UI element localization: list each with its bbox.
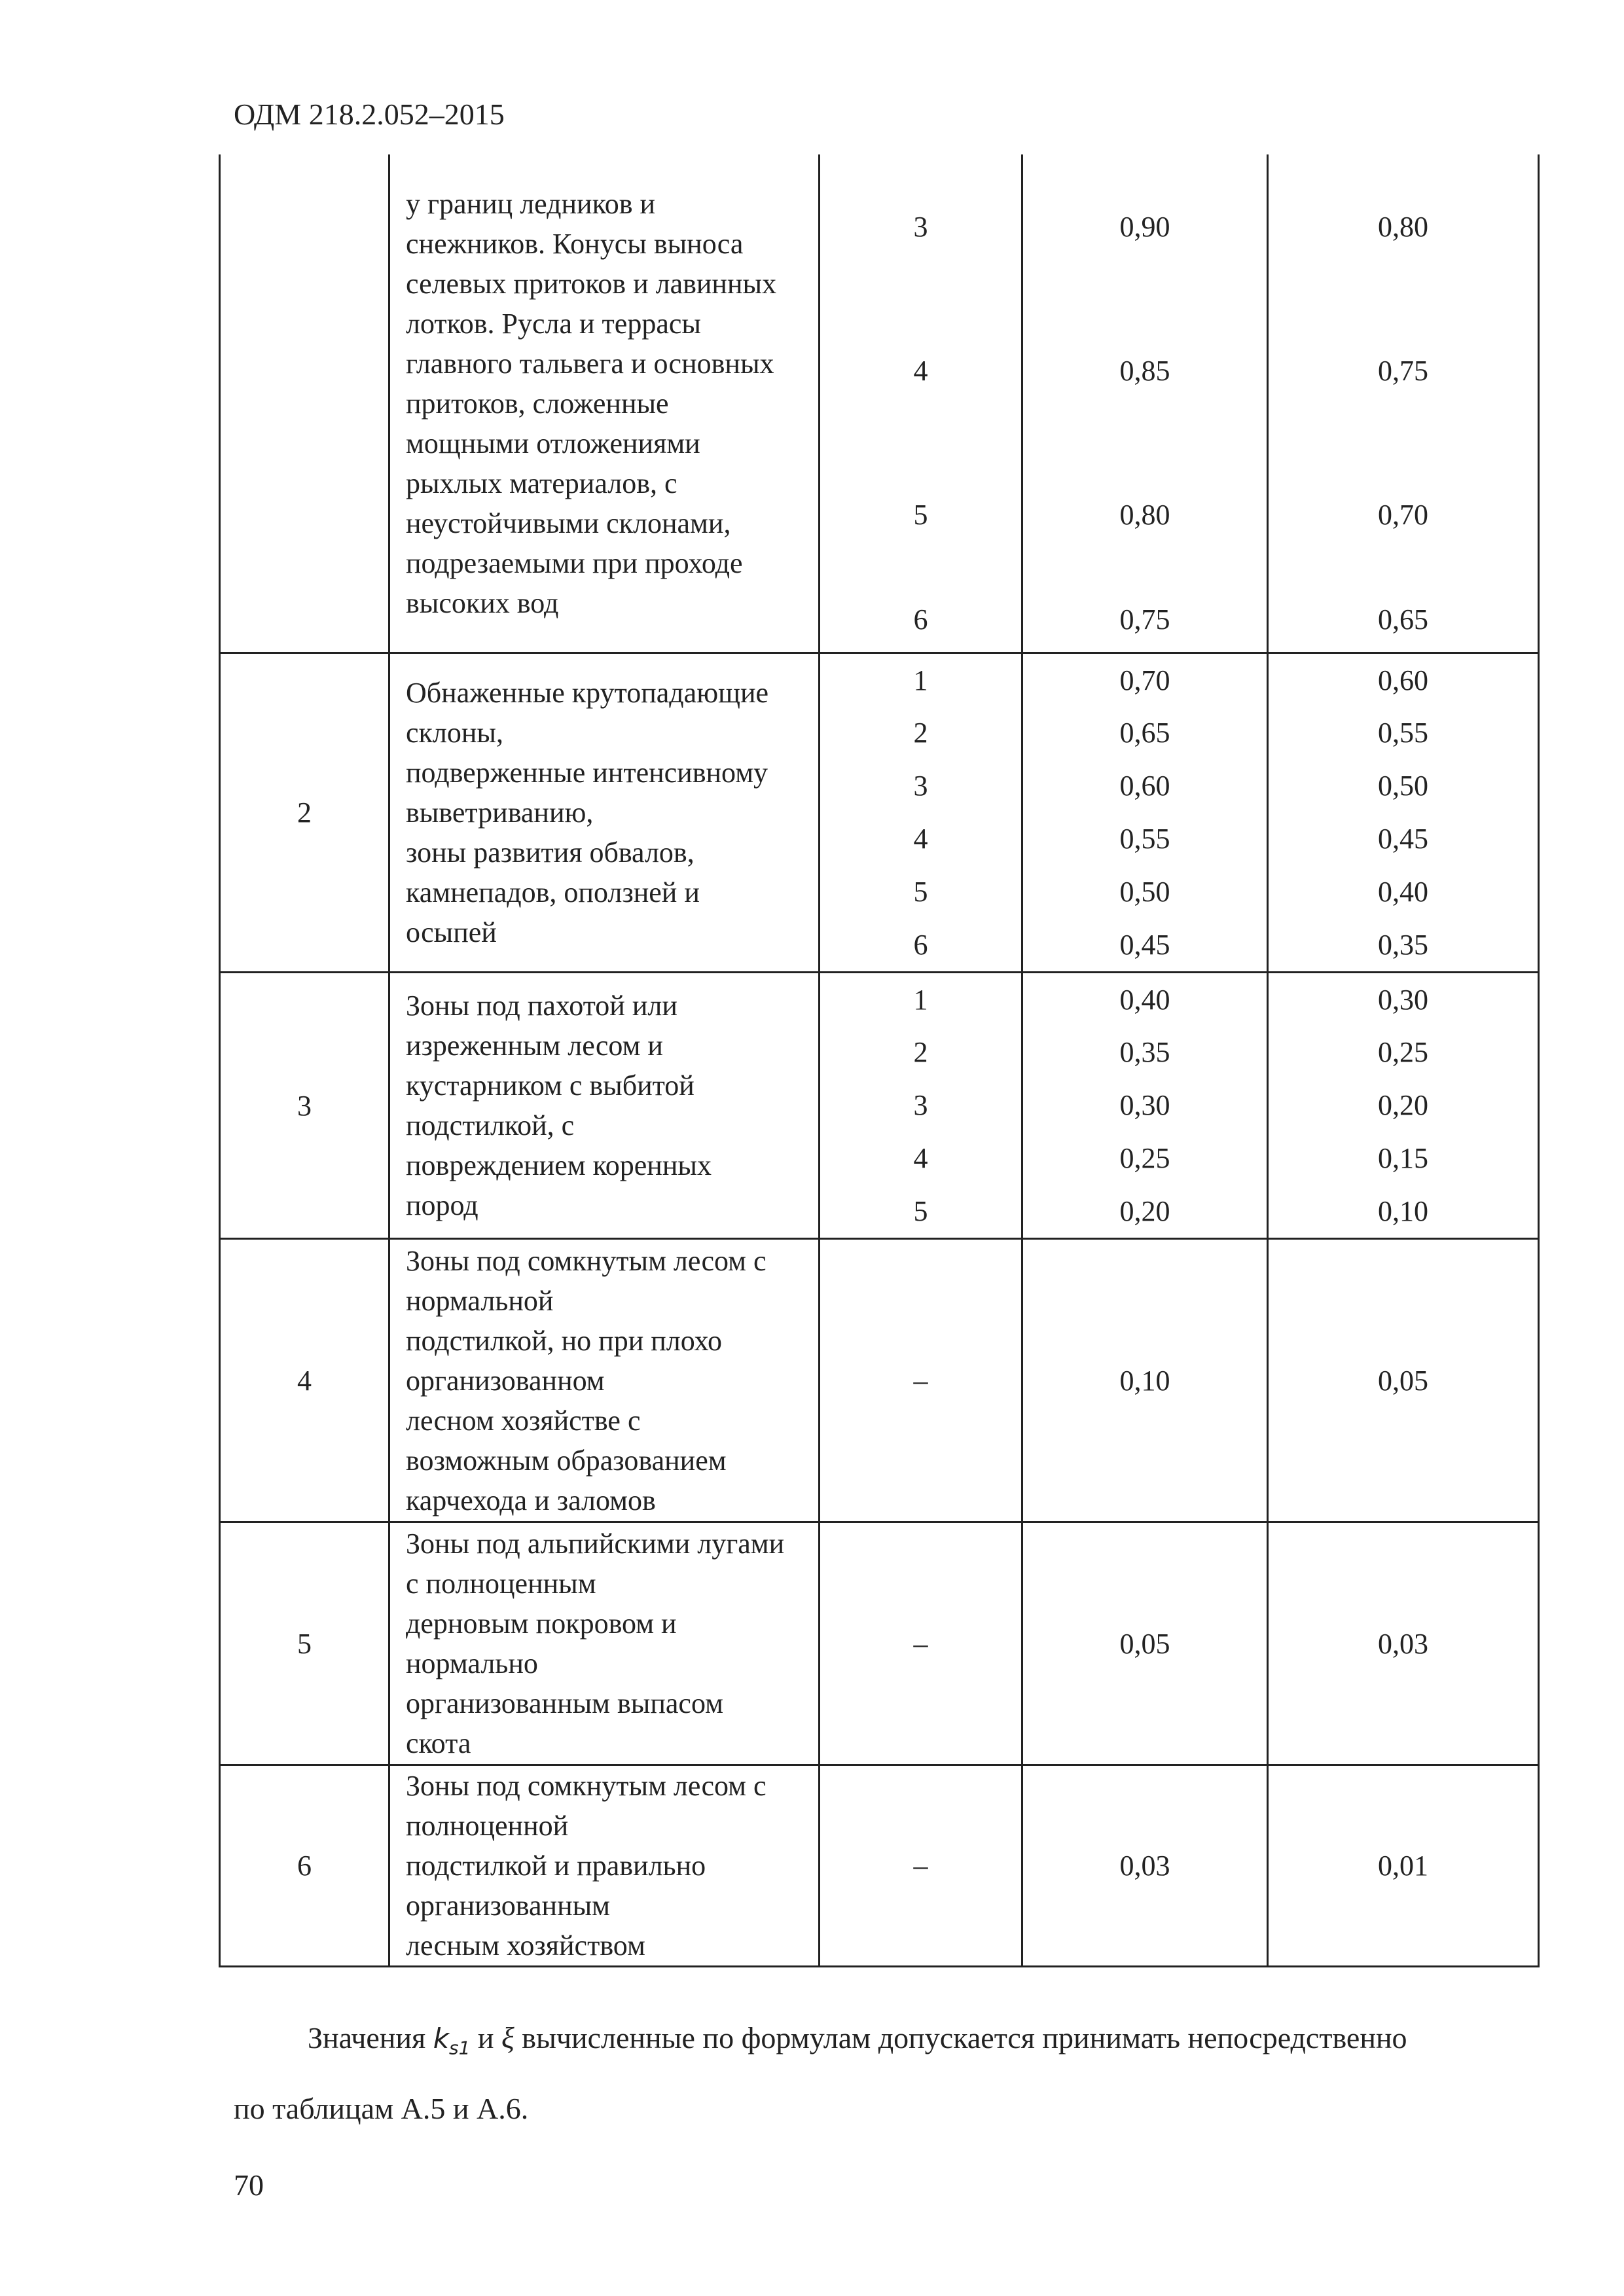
sub-value: 0,50 <box>1119 876 1170 908</box>
description-line: подрезаемыми при проходе <box>406 547 743 579</box>
sub-value: 0,75 <box>1378 354 1428 387</box>
description-line: у границ ледников и <box>406 187 656 220</box>
coefficient-a-cell <box>1022 973 1268 1239</box>
description-line: мощными отложениями <box>406 427 700 459</box>
description-line: рыхлых материалов, с <box>406 467 677 499</box>
sub-value: 0,35 <box>1119 1036 1170 1068</box>
sub-value: 0,55 <box>1378 717 1428 749</box>
sub-value: 0,40 <box>1378 876 1428 908</box>
coefficient-b-cell <box>1268 1239 1539 1522</box>
sub-value: 1 <box>913 664 928 696</box>
description-line: снежников. Конусы выноса <box>406 227 744 260</box>
document-header: ОДМ 218.2.052–2015 <box>234 98 505 131</box>
sub-value: 6 <box>913 603 928 636</box>
description-line: нормальной <box>406 1284 554 1317</box>
sub-value: 4 <box>913 1142 928 1174</box>
coefficient-b-cell <box>1268 973 1539 1239</box>
coefficients-table <box>219 154 1540 1967</box>
paragraph-text-before: Значения <box>308 2021 426 2054</box>
description-line: возможным образованием <box>406 1444 727 1477</box>
description-line: притоков, сложенные <box>406 387 669 420</box>
description-line: дерновым покровом и <box>406 1607 677 1640</box>
sub-value: 2 <box>913 1036 928 1068</box>
description-line: зоны развития обвалов, <box>406 836 695 869</box>
sub-value: 0,65 <box>1119 717 1170 749</box>
description-line: подверженные интенсивному <box>406 757 768 789</box>
description-line: Обнаженные крутопадающие <box>406 677 769 709</box>
sub-value: 0,70 <box>1378 498 1428 531</box>
zone-number-cell: 6 <box>220 1765 389 1967</box>
sub-value: 0,50 <box>1378 770 1428 802</box>
sub-value: 3 <box>913 1089 928 1121</box>
description-line: высоких вод <box>406 586 559 619</box>
description-line: организованном <box>406 1364 605 1397</box>
coefficient-a-cell <box>1022 1239 1268 1522</box>
sub-value: – <box>913 1850 928 1882</box>
description-line: с полноценным <box>406 1568 596 1600</box>
sub-value: – <box>913 1627 928 1660</box>
sub-value: 0,55 <box>1119 823 1170 855</box>
table-row <box>220 1765 1539 1967</box>
description-line: Зоны под альпийскими лугами <box>406 1528 785 1560</box>
sub-value: 3 <box>913 770 928 802</box>
sub-value: 5 <box>913 498 928 531</box>
zone-description-cell <box>389 1522 820 1765</box>
description-line: лесном хозяйстве с <box>406 1404 641 1437</box>
description-line: лесным хозяйством <box>406 1929 645 1962</box>
xi-symbol: ξ <box>501 2021 514 2054</box>
sub-value: 5 <box>913 876 928 908</box>
paragraph-text-and: и <box>477 2021 494 2054</box>
description-line: выветриванию, <box>406 797 594 829</box>
table-row <box>220 973 1539 1239</box>
description-line: полноценной <box>406 1810 569 1842</box>
sub-value: 4 <box>913 823 928 855</box>
sub-value: 5 <box>913 1195 928 1227</box>
sub-value: 6 <box>913 929 928 961</box>
paragraph-line-1 <box>308 2018 1407 2068</box>
description-line: лотков. Русла и террасы <box>406 307 701 340</box>
sub-value: 1 <box>913 983 928 1016</box>
zone-description-cell <box>389 973 820 1239</box>
coefficient-b-cell <box>1268 1522 1539 1765</box>
sub-value: 0,15 <box>1378 1142 1428 1174</box>
description-line: кустарником с выбитой <box>406 1069 695 1102</box>
category-cell <box>820 973 1022 1239</box>
category-cell <box>820 653 1022 973</box>
sub-value: 0,80 <box>1378 210 1428 243</box>
sub-value: 0,65 <box>1378 603 1428 636</box>
sub-value: 0,01 <box>1378 1850 1428 1882</box>
sub-value: 0,85 <box>1119 354 1170 387</box>
description-line: Зоны под сомкнутым лесом с <box>406 1244 767 1277</box>
coefficient-a-cell <box>1022 1765 1268 1967</box>
description-line: подстилкой, с <box>406 1109 575 1141</box>
sub-value: 0,70 <box>1119 664 1170 696</box>
sub-value: – <box>913 1364 928 1397</box>
sub-value: 0,25 <box>1119 1142 1170 1174</box>
coefficient-a-cell <box>1022 653 1268 973</box>
sub-value: 0,10 <box>1119 1364 1170 1397</box>
category-cell <box>820 1239 1022 1522</box>
sub-value: 0,60 <box>1119 770 1170 802</box>
page-number: 70 <box>234 2168 264 2202</box>
description-line: подстилкой, но при плохо <box>406 1324 722 1357</box>
sub-value: 0,75 <box>1119 603 1170 636</box>
zone-number-cell: 5 <box>220 1522 389 1765</box>
description-line: Зоны под пахотой или <box>406 990 677 1022</box>
sub-value: 0,60 <box>1378 664 1428 696</box>
coefficient-a-cell <box>1022 1522 1268 1765</box>
sub-value: 4 <box>913 354 928 387</box>
description-line: подстилкой и правильно <box>406 1850 706 1882</box>
sub-value: 0,03 <box>1119 1850 1170 1882</box>
description-line: скота <box>406 1727 471 1759</box>
sub-value: 0,03 <box>1378 1627 1428 1660</box>
sub-value: 0,35 <box>1378 929 1428 961</box>
description-line: пород <box>406 1189 478 1221</box>
zone-number-cell: 3 <box>220 973 389 1239</box>
sub-value: 0,30 <box>1119 1089 1170 1121</box>
sub-value: 0,20 <box>1119 1195 1170 1227</box>
description-line: организованным <box>406 1890 611 1922</box>
sub-value: 0,05 <box>1119 1627 1170 1660</box>
paragraph-text-after: вычисленные по формулам допускается принимать непосредственно <box>522 2021 1407 2054</box>
description-line: осыпей <box>406 916 497 948</box>
category-cell <box>820 154 1022 653</box>
zone-number-cell <box>220 154 389 653</box>
sub-value: 0,45 <box>1378 823 1428 855</box>
description-line: организованным выпасом <box>406 1687 723 1719</box>
coefficient-b-cell <box>1268 1765 1539 1967</box>
sub-value: 0,40 <box>1119 983 1170 1016</box>
zone-number-cell: 4 <box>220 1239 389 1522</box>
table-row <box>220 1239 1539 1522</box>
table-row <box>220 154 1539 653</box>
sub-value: 2 <box>913 717 928 749</box>
sub-value: 0,10 <box>1378 1195 1428 1227</box>
description-line: карчехода и заломов <box>406 1484 656 1516</box>
description-line: склоны, <box>406 717 503 749</box>
sub-value: 0,80 <box>1119 498 1170 531</box>
coefficient-b-cell <box>1268 154 1539 653</box>
zone-description-cell <box>389 653 820 973</box>
k-symbol: $k_{s1}$ <box>433 2022 471 2059</box>
table-row <box>220 653 1539 973</box>
zone-number-cell: 2 <box>220 653 389 973</box>
description-line: изреженным лесом и <box>406 1030 663 1062</box>
description-line: Зоны под сомкнутым лесом с <box>406 1770 767 1802</box>
zone-description-cell <box>389 1765 820 1967</box>
coefficient-b-cell <box>1268 653 1539 973</box>
description-line: неустойчивыми склонами, <box>406 507 731 539</box>
sub-value: 0,30 <box>1378 983 1428 1016</box>
sub-value: 0,45 <box>1119 929 1170 961</box>
sub-value: 0,20 <box>1378 1089 1428 1121</box>
coefficient-a-cell <box>1022 154 1268 653</box>
description-line: селевых притоков и лавинных <box>406 267 777 300</box>
description-line: камнепадов, оползней и <box>406 876 700 908</box>
table-row <box>220 1522 1539 1765</box>
sub-value: 3 <box>913 210 928 243</box>
sub-value: 0,05 <box>1378 1364 1428 1397</box>
category-cell <box>820 1522 1022 1765</box>
paragraph-line-2: по таблицам А.5 и А.6. <box>234 2092 529 2125</box>
sub-value: 0,90 <box>1119 210 1170 243</box>
zone-description-cell <box>389 1239 820 1522</box>
description-line: главного тальвега и основных <box>406 347 774 380</box>
description-line: нормально <box>406 1647 538 1679</box>
sub-value: 0,25 <box>1378 1036 1428 1068</box>
category-cell <box>820 1765 1022 1967</box>
zone-description-cell <box>389 154 820 653</box>
description-line: повреждением коренных <box>406 1149 712 1181</box>
